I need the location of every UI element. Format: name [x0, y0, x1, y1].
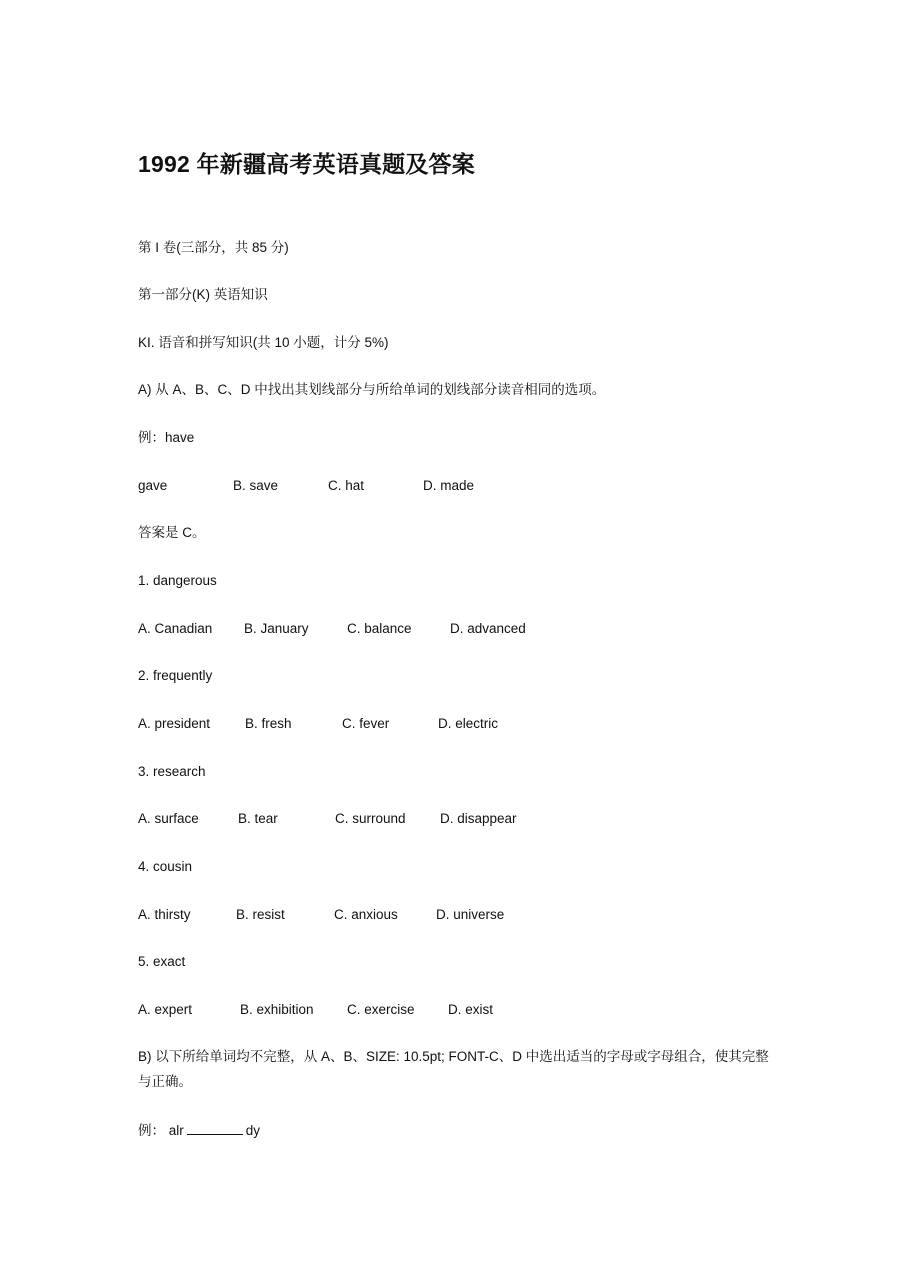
option: D. electric [438, 716, 499, 731]
option: C. anxious [334, 907, 398, 922]
question-options [138, 714, 498, 734]
option: A. president [138, 716, 211, 731]
section-a-instruction: A) 从 A、B、C、D 中找出其划线部分与所给单词的划线部分读音相同的选项。 [138, 382, 606, 397]
part-heading: 第一部分(K) 英语知识 [138, 287, 268, 302]
option: C. surround [335, 811, 406, 826]
option: C. balance [347, 621, 412, 636]
option: C. hat [328, 478, 365, 493]
option: C. fever [342, 716, 390, 731]
section-heading: KI. 语音和拼写知识(共 10 小题，计分 5%) [138, 335, 389, 350]
example-suffix: dy [245, 1123, 261, 1138]
option: D. made [423, 478, 475, 493]
option: B. January [244, 621, 309, 636]
option: B. fresh [245, 716, 292, 731]
option: A. Canadian [138, 621, 213, 636]
volume-heading: 第 I 卷(三部分，共 85 分) [138, 240, 289, 255]
option: B. save [233, 478, 279, 493]
option: D. advanced [450, 621, 526, 636]
option: A. thirsty [138, 907, 191, 922]
option: D. exist [448, 1002, 494, 1017]
option: D. universe [436, 907, 505, 922]
question-options [138, 905, 504, 925]
question-word: 4. cousin [138, 859, 193, 874]
example-prefix: 例： alr [138, 1123, 184, 1138]
option: A. expert [138, 1002, 193, 1017]
question-word: 1. dangerous [138, 573, 217, 588]
question-options [138, 809, 517, 829]
option: B. exhibition [240, 1002, 314, 1017]
option: gave [138, 478, 168, 493]
option: B. tear [238, 811, 278, 826]
section-b-instruction: B) 以下所给单词均不完整，从 A、B、SIZE: 10.5pt; FONT-C、D 中选出适当的字母或字母组合，使其完整与正确。 [138, 1049, 769, 1089]
question-word: 3. research [138, 764, 206, 779]
option: D. disappear [440, 811, 517, 826]
example-word: 例：have [138, 430, 195, 445]
option: A. surface [138, 811, 199, 826]
section-b-example [138, 1120, 260, 1141]
document-title: 1992 年新疆高考英语真题及答案 [138, 151, 475, 177]
question-word: 5. exact [138, 954, 186, 969]
option: B. resist [236, 907, 285, 922]
question-options [138, 1000, 493, 1020]
question-word: 2. frequently [138, 668, 213, 683]
example-answer: 答案是 C。 [138, 525, 206, 540]
option: C. exercise [347, 1002, 415, 1017]
question-options [138, 619, 526, 639]
example-options [138, 476, 474, 496]
fill-in-blank [187, 1120, 243, 1135]
